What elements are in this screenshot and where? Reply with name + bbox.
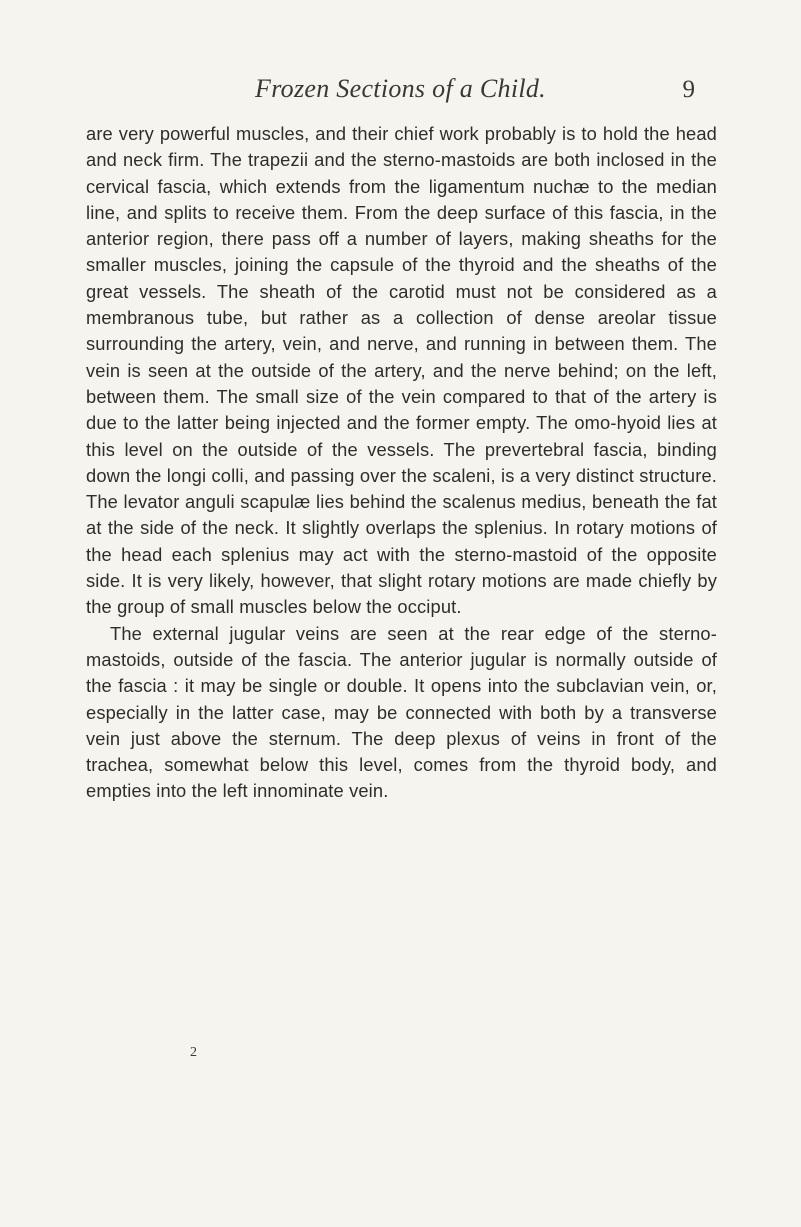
running-head [0,70,801,110]
paragraph-2: The external jugular veins are seen at the rear edge of the sterno-mastoids, outside of the fascia. The anterior jugular is normally outside of the fascia : it may be single or double. It opens into the subclavian vein, or, especially in the latter case, may be connected with both by a transverse vein just above the sternum. The deep plexus of veins in front of the trachea, somewhat below this level, comes from the thyroid body, and empties into the left innominate vein. [86,622,717,802]
running-title: Frozen Sections of a Child. [255,74,546,103]
body-text [86,121,717,805]
page-number: 9 [682,76,695,103]
paragraph-1: are very powerful muscles, and their chief work probably is to hold the head and neck firm. The trapezii and the sterno-mastoids are both inclosed in the cervical fascia, which extends from the ligamentum nuchæ to the median line, and splits to receive them. From the deep surface of this fascia, in the anterior region, there pass off a number of layers, making sheaths for the smaller muscles, joining the capsule of the thyroid and the sheaths of the great vessels. The sheath of the carotid must not be considered as a membranous tube, but rather as a collection of dense areolar tissue surrounding the artery, vein, and nerve, and running in between them. The vein is seen at the outside of the artery, and the nerve behind; on the left, between them. The small size of the vein compared to that of the artery is due to the latter being injected and the former empty. The omo-hyoid lies at this level on the outside of the vessels. The prevertebral fascia, binding down the longi colli, and passing over the scaleni, is a very distinct structure. The levator anguli scapulæ lies behind the scalenus medius, beneath the fat at the side of the neck. It slightly overlaps the splenius. In rotary motions of the head each splenius may act with the sterno-mastoid of the opposite side. It is very likely, however, that slight rotary motions are made chiefly by the group of small muscles below the occiput. [86,123,717,618]
signature-mark: 2 [190,1045,197,1060]
